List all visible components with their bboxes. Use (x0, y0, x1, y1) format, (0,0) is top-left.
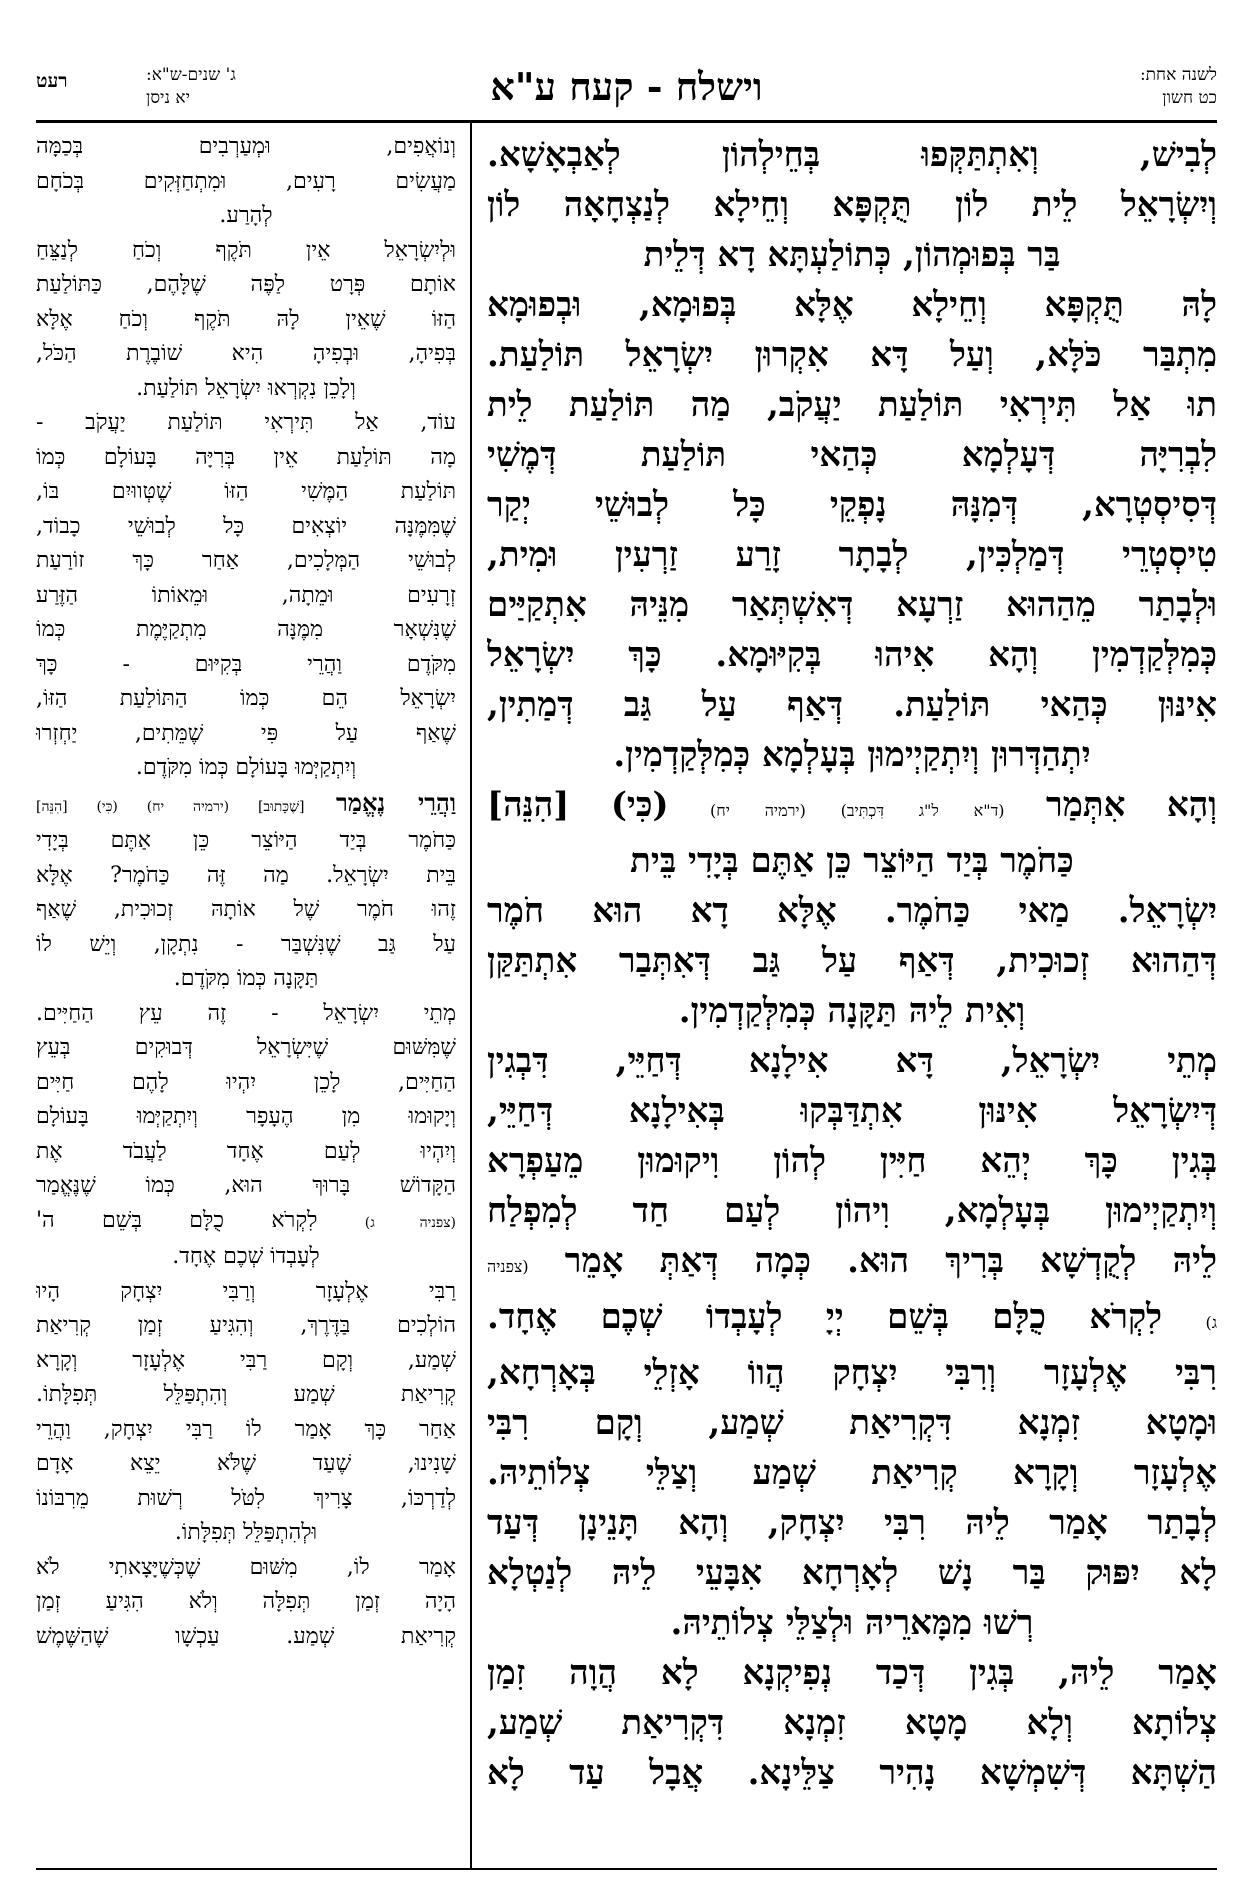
main-line: אֶלְעָזָר וְקָרָא קְרִיאַת שְׁמַע וְצַלֵּי צְלוֹתֵיהּ. (487, 1453, 1217, 1493)
main-line: תוּ אַל תִּירְאִי תּוֹלַעַת יַעֲקֹב, מַה תּוֹלַעַת לֵית (487, 385, 1217, 425)
main-line: לְבָתַר אָמַר לֵיהּ רִבִּי יִצְחָק, וְהָא תָּנֵינָן דְּעַד (487, 1503, 1217, 1543)
translation-line: שְׁמַע, וְקָם רַבִּי אֶלְעָזָר וְקָרָא (36, 1347, 456, 1373)
main-line: אִינּוּן כְּהַאי תּוֹלַעַת. דְּאַף עַל גַּב דְּמַתִין, (487, 685, 1217, 725)
translation-verse-intro (36, 786, 456, 825)
main-line-text: לֵיהּ לְקֻדְשָׁא בְּרִיךְ הוּא. כְּמָה דְּאַתְּ אָמֵר (564, 1241, 1217, 1281)
main-line: כַּחֹמֶר בְּיַד הַיּוֹצֵר כֵּן אַתֶּם בְּיָדִי בֵּית (630, 841, 1074, 881)
main-line: מְתֵי יִשְׂרָאֵל, דָּא אִילָנָא דְּחַיֵּי, דִּבְגִין (487, 1041, 1217, 1081)
verse-source-ref: ג) (1205, 1313, 1217, 1332)
main-line: אָמַר לֵיהּ, בְּגִין דְּכַד נְפִיקְנָא לָא הֲוָה זִמַן (487, 1653, 1217, 1693)
main-line: רְשׁוּ מִמָּארֵיהּ וּלְצַלֵּי צְלוֹתֵיהּ. (670, 1603, 1034, 1643)
translation-line: שֶׁאַף עַל פִּי שֶׁמֵּתִים, יַחְזְרוּ (36, 720, 456, 746)
header-three-year-date: יא ניסן (146, 88, 191, 108)
translation-line: שֶׁנִּשְׁאָר מִמֶּנָּה מִתְקַיֶּמֶת כְּמוֹ (36, 617, 456, 642)
header-yearly-label: לשנה אחת: (1139, 65, 1217, 85)
translation-line: קְרִיאַת שְׁמַע. עַכְשָׁו שֶׁהַשֶּׁמֶשׁ (36, 1623, 456, 1649)
main-line: דְּיִשְׂרָאֵל אִינּוּן אִתְדַּבְּקוּ בְּאִילָנָא דְּחַיֵּי, (487, 1091, 1217, 1131)
main-line: לָא יִפּוּק בַּר נָשׁ לְאָרְחָא אִבָּעֵי לֵיהּ לְנַטְלָא (487, 1553, 1217, 1593)
translation-line: מִקֹּדֶם וַהֲרֵי בְּקִיּוּם - כָּךְ (36, 651, 456, 677)
main-line: לְבִישׁ, וְאִתְתַּקְּפוּ בְּחֵילְהוֹן לְאַבְאָשָׁא. (487, 135, 1217, 175)
main-line-with-ref (487, 1292, 1217, 1348)
translation-line: לְדַרְכּוֹ, צָרִיךְ לִטֹּל רְשׁוּת מֵרִבּוֹנוֹ (36, 1485, 456, 1511)
main-line: וּלְבָתַר מֵהַהוּא זַרְעָא דְּאִשְׁתְּאַר מִנֵּיהּ אִתְקַיַּים (487, 585, 1217, 625)
footer-divider (36, 1868, 1217, 1870)
translation-line: שֶׁמִּשּׁוּם שֶׁיִּשְׂרָאֵל דְּבוּקִים בְּעֵץ (36, 1035, 456, 1060)
page-title: וישלח - קעח ע"א (490, 64, 763, 109)
translation-line: בֵּית יִשְׂרָאֵל. מַה זֶּה כַּחֹמֶר? אֶלָּא (36, 862, 456, 888)
translation-line: וְיִהְיוּ לְעַם אֶחָד לַעֲבֹד אֶת (36, 1138, 456, 1164)
main-line: כְּמִלְּקַדְמִין וְהָא אִיהוּ בְּקִיּוּמָא. כָּךְ יִשְׂרָאֵל (487, 635, 1217, 675)
main-line: בַּר בְּפוּמְהוֹן, כְּתוֹלַעְתָּא דָא דְּלֵית (643, 235, 1061, 275)
translation-line: הָיָה זְמַן תְּפִלָּה וְלֹא הִגִּיעַ זְמַן (36, 1589, 456, 1614)
verse-source-ref: (ד"א ל"ג דִּכְתִּיב) (ירמיה יח) (710, 801, 1005, 820)
main-text-column (487, 130, 1217, 1865)
main-line: וּמָטָא זִמְנָא דִּקְרִיאַת שְׁמַע, וְקָם רִבִּי (487, 1403, 1217, 1443)
translation-line: מָה תּוֹלַעַת אֵין בְּרִיָּה בָּעוֹלָם כְּמוֹ (36, 444, 456, 470)
main-line: דְּהַהוּא זְכוּכִית, דְּאַף עַל גַּב דְּאִתְּבַר אִתְתַּקַּן (487, 941, 1217, 981)
translation-line: וְיִתְקַיְּמוּ בָּעוֹלָם כְּמוֹ מִקֹּדֶם. (135, 755, 357, 780)
column-divider (470, 123, 472, 1868)
translation-line: עוֹד, אַל תִּירְאִי תּוֹלַעַת יַעֲקֹב - (36, 410, 456, 435)
main-line: רִבִּי אֶלְעָזָר וְרִבִּי יִצְחָק הֲווֹ אָזְלֵי בְּאָרְחָא, (487, 1353, 1217, 1393)
page-header (36, 62, 1217, 118)
translation-line: תַּקָּנָה כְּמוֹ מִקֹּדֶם. (173, 966, 319, 991)
verse-bracket-word: (כִּי) [הִנֵּה] (487, 785, 669, 825)
verse-source-ref: (צפניה ג) (364, 1214, 456, 1231)
translation-column (36, 130, 456, 1865)
main-line: דְּסִיסְטְרָא, דְּמִנָּהּ נָפְקֵי כָּל לְבוּשֵׁי יְקַר (487, 485, 1217, 525)
translation-line: הַזּוֹ שֶׁאֵין לָהּ תֹּקֶף וְכֹחַ אֶלָּא (36, 306, 456, 332)
translation-line: תּוֹלַעַת הַמֶּשִׁי הַזּוֹ שֶׁטְּווּיִם בּוֹ, (36, 479, 456, 504)
translation-line: אוֹתָם פְּרָט לַפֶּה שֶׁלָּהֶם, כַּתּוֹלַעַת (36, 272, 456, 297)
main-line-text: לִקְרֹא כֻלָּם בְּשֵׁם יְיָ לְעָבְדוֹ שְׁכֶם אֶחָד. (487, 1297, 1163, 1337)
translation-line: לְהָרַע. (219, 203, 273, 228)
main-line: יִתְהַדְּרוּן וְיִתְקַיְימוּן בְּעָלְמָא כְּמִלְּקַדְמִין. (613, 735, 1091, 775)
header-yearly-date: כט חשון (1162, 88, 1217, 108)
main-line: וְיִשְׂרָאֵל לֵית לוֹן תֻּקְפָּא וְחֵילָא לְנַצְחָאָה לוֹן (487, 185, 1217, 225)
translation-line: מְתֵי יִשְׂרָאֵל - זֶה עֵץ הַחַיִּים. (36, 1000, 456, 1026)
main-line-with-ref (487, 1236, 1217, 1292)
main-line: הַשְׁתָּא דְּשִׁמְשָׁא נָהִיר צַלֵּינָא. אֲבָל עַד לָא (487, 1753, 1217, 1793)
translation-line-with-ref (36, 1204, 456, 1241)
translation-line: וְיָקוּמוּ מִן הֶעָפָר וְיִתְקַיְּמוּ בָּעוֹלָם (36, 1104, 456, 1129)
translation-line: הַחַיִּים, לָכֵן יִהְיוּ לָהֶם חַיִּים (36, 1069, 456, 1095)
translation-line-text: לִקְרֹא כֻלָּם בְּשֵׁם ה' (36, 1207, 318, 1233)
main-line: בְּגִין כָּךְ יְהֵא חַיִּין לְהוֹן וִיקוּמוּן מֵעַפְרָא (487, 1141, 1217, 1181)
translation-line: לְעָבְדוֹ שְׁכֶם אֶחָד. (172, 1244, 320, 1269)
main-line: טִיסְטְרֵי דְּמַלְכִּין, לְבָתָר זָרַע זַרְעִין וּמִית, (487, 535, 1217, 575)
translation-line: וּלְיִשְׂרָאֵל אֵין תֹּקֶף וְכֹחַ לְנַצֵּחַ (36, 237, 456, 263)
main-line: וְאִית לֵיהּ תַּקָּנָה כְּמִלְּקַדְמִין. (678, 991, 1026, 1031)
translation-line: שָׁנִינוּ, שֶׁעַד שֶׁלֹּא יֵצֵא אָדָם (36, 1451, 456, 1476)
main-line: לִבְרִיָּה דְּעָלְמָא כְּהַאי תּוֹלַעַת דְּמֶשִׁי (487, 435, 1217, 475)
translation-line: יִשְׂרָאֵל הֵם כְּמוֹ הַתּוֹלַעַת הַזּוֹ, (36, 686, 456, 711)
translation-line: וְלָכֵן נִקְרְאוּ יִשְׂרָאֵל תּוֹלַעַת. (136, 375, 356, 401)
main-line: וְיִתְקַיְימוּן בְּעָלְמָא, וִיהוֹן לְעַם חַד לְמִפְלַח (487, 1191, 1217, 1231)
header-divider (36, 120, 1217, 123)
verse-source-ref: [שֶׁכָּתוּב] (ירמיה יח) (כִּי) [הִנֵּה] (36, 798, 305, 815)
translation-line: קְרִיאַת שְׁמַע וְהִתְפַּלֵּל תְּפִלָּתוֹ. (36, 1382, 456, 1407)
translation-line: מַעֲשִׂים רָעִים, וּמִתְחַזְּקִים בְּכֹחָם (36, 168, 456, 194)
translation-line: זְרָעִים וּמֵתָה, וּמֵאוֹתוֹ הַזֶּרַע (36, 582, 456, 608)
main-line: לָהּ תֻּקְפָּא וְחֵילָא אֶלָּא בְּפוּמָא, וּבְפוּמָא (487, 285, 1217, 325)
translation-line: הַקָּדוֹשׁ בָּרוּךְ הוּא, כְּמוֹ שֶׁנֶּאֱמַר (36, 1173, 456, 1198)
main-line: צְלוֹתָא וְלָא מָטָא זִמְנָא דִּקְרִיאַת שְׁמַע, (487, 1703, 1217, 1743)
translation-line: שֶׁמִּמֶּנָּה יוֹצְאִים כָּל לְבוּשֵׁי כָבוֹד, (36, 513, 456, 539)
translation-line: רַבִּי אֶלְעָזָר וְרַבִּי יִצְחָק הָיוּ (36, 1278, 456, 1304)
translation-line: אָמַר לוֹ, מִשּׁוּם שֶׁכְּשֶׁיָּצָאתִי לֹא (36, 1554, 456, 1580)
translation-line: לְבוּשֵׁי הַמְּלָכִים, אַחַר כָּךְ זוֹרַעַת (36, 548, 456, 573)
translation-line: עַל גַּב שֶׁנִּשְׁבַּר - נִתְקָן, וְיֵשׁ לוֹ (36, 931, 456, 957)
main-verse-intro (487, 780, 1217, 836)
translation-line: בְּפִיהָ, וּבְפִיהָ הִיא שׁוֹבֶרֶת הַכֹּל, (36, 341, 456, 366)
verse-intro-words: וַהֲרֵי נֶאֱמַר (335, 787, 456, 817)
translation-line: כַּחֹמֶר בְּיַד הַיּוֹצֵר כֵּן אַתֶּם בְּיָדִי (36, 828, 456, 853)
main-line: מִתְבַּר כֹּלָּא, וְעַל דָּא אִקְרוּן יִשְׂרָאֵל תּוֹלַעַת. (487, 335, 1217, 375)
verse-source-ref: (צפניה (487, 1257, 529, 1276)
verse-intro-words: וְהָא אִתְּמַר (1046, 785, 1217, 825)
header-three-year-schedule (146, 64, 236, 110)
translation-line: זֶהוּ חֹמֶר שֶׁל אוֹתָהּ זְכוּכִית, שֶׁאַף (36, 897, 456, 922)
translation-line: הוֹלְכִים בַּדֶּרֶךְ, וְהִגִּיעַ זְמַן קְרִיאַת (36, 1313, 456, 1338)
translation-line: אַחַר כָּךְ אָמַר לוֹ רַבִּי יִצְחָק, וַהֲרֵי (36, 1416, 456, 1442)
header-three-year-label: ג' שנים-ש"א: (146, 65, 236, 85)
main-line: יִשְׂרָאֵל. מַאי כַּחֹמֶר. אֶלָּא דָא הוּא חֹמֶר (487, 891, 1217, 931)
page-number: רעט (36, 70, 68, 92)
translation-line: וְנוֹאֲפִים, וּמְעַרְבִים בְּכַמָּה (36, 134, 456, 159)
translation-line: וּלְהִתְפַּלֵּל תְּפִלָּתוֹ. (174, 1520, 318, 1545)
